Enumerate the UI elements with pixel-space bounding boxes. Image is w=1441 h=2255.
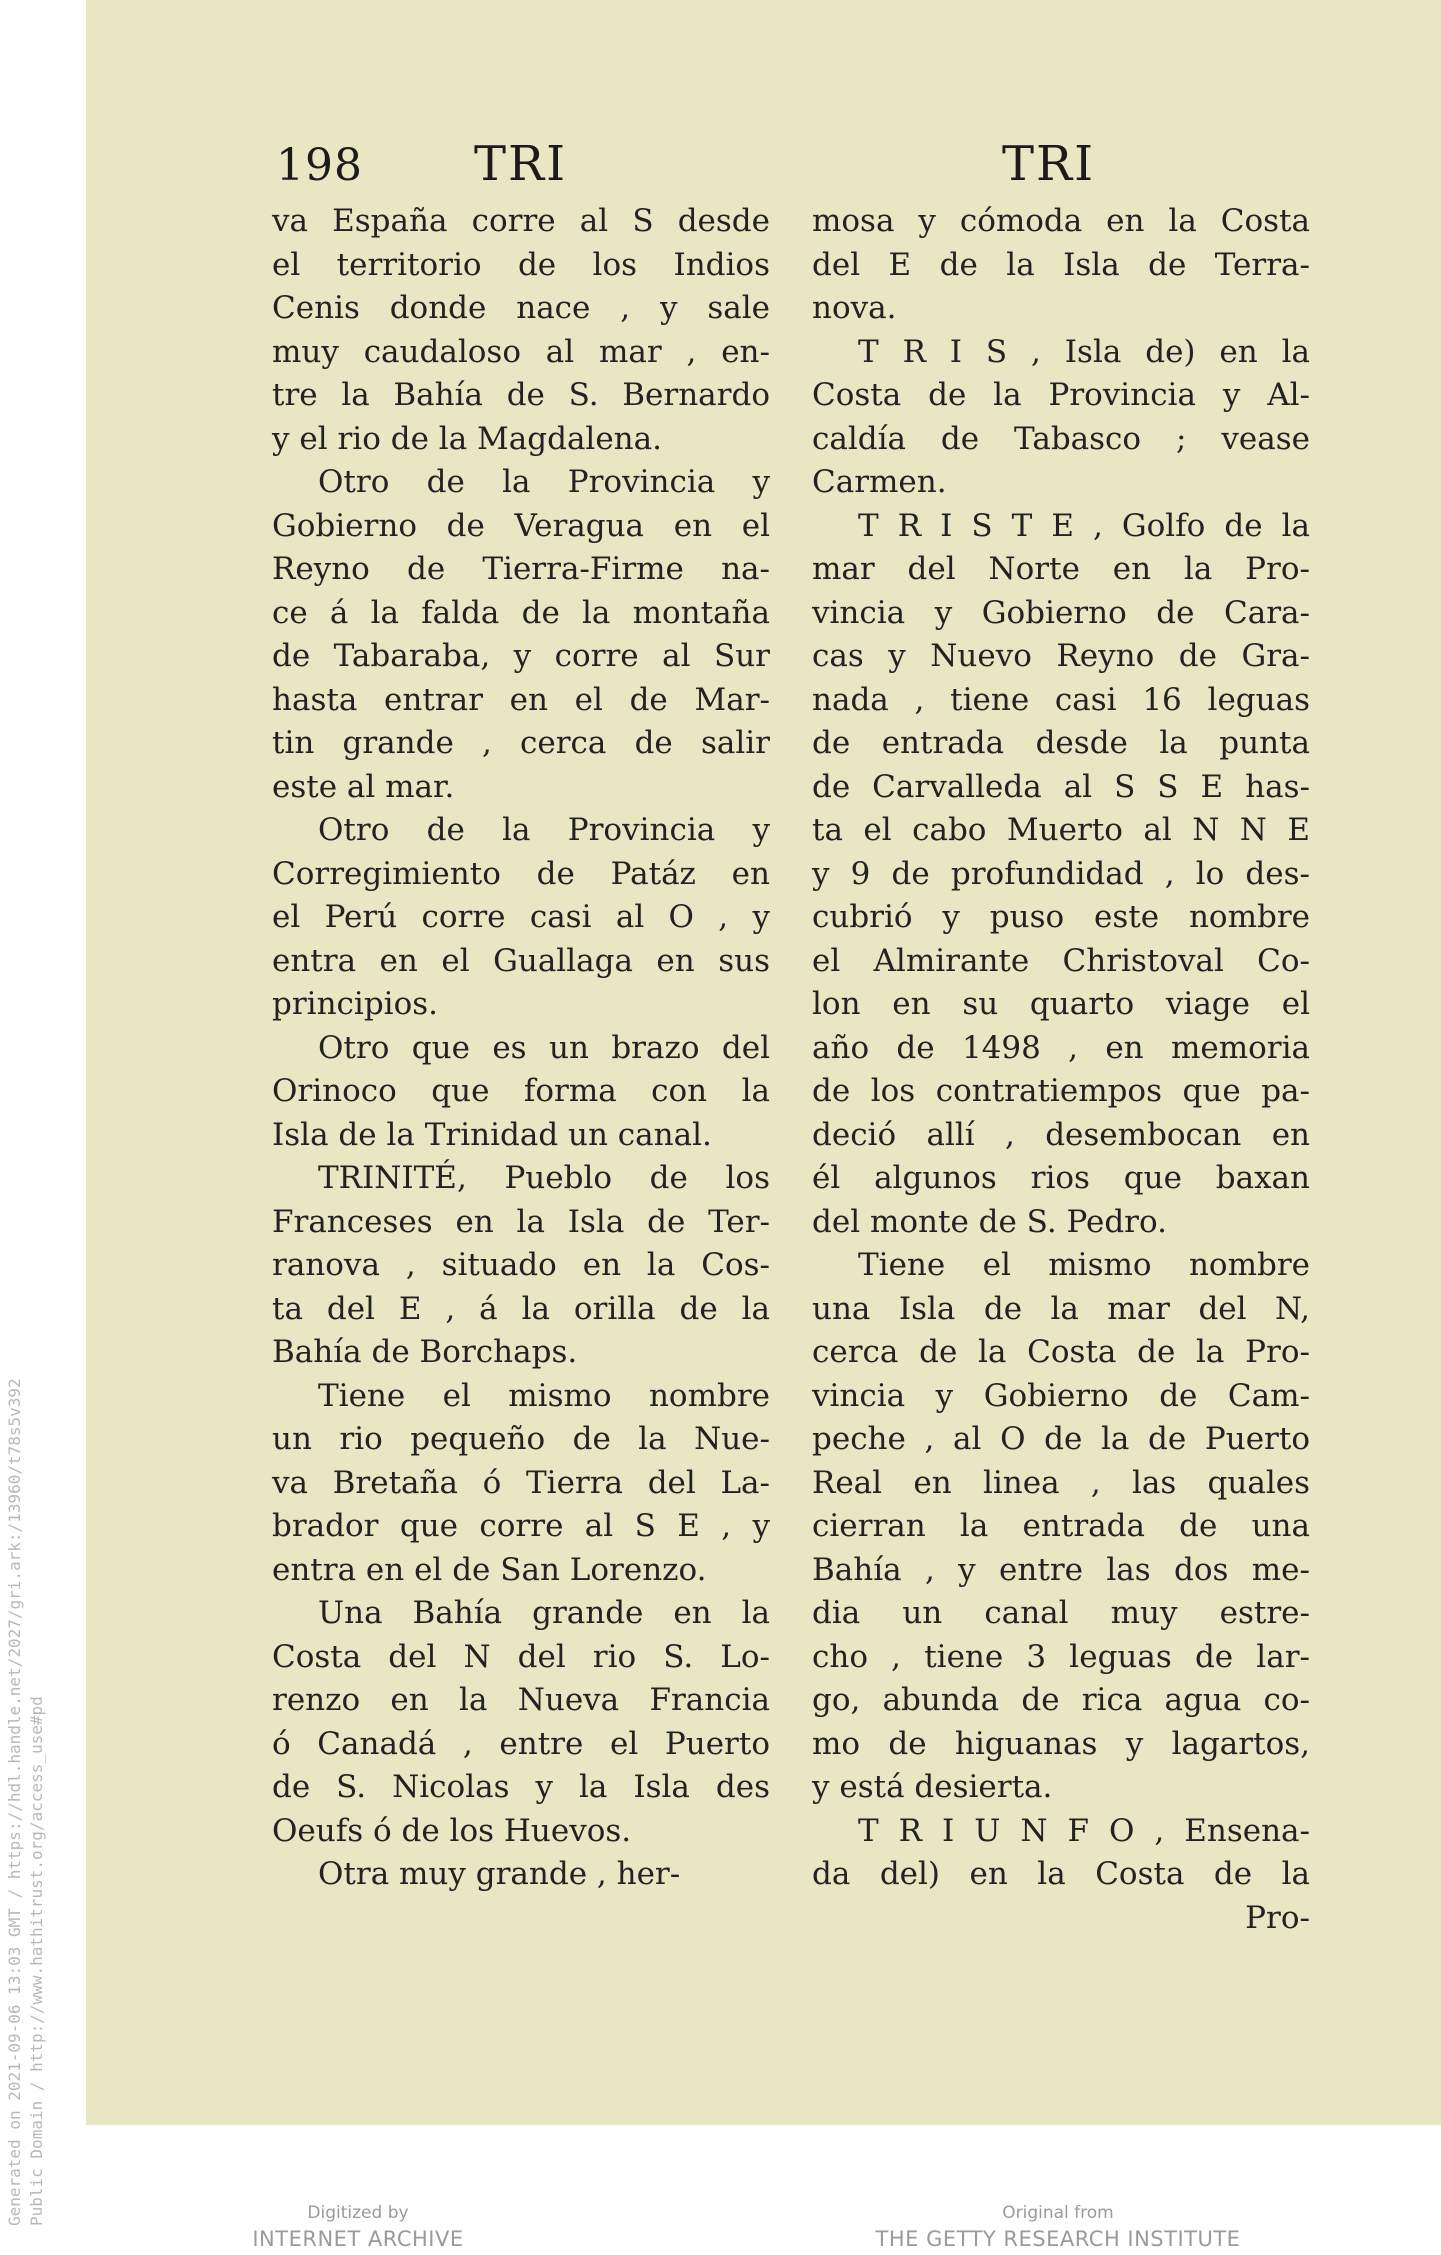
text-line: de entrada desde la punta [812,725,1310,761]
text-line: Carmen. [812,464,947,500]
text-line: Reyno de Tierra-Firme na- [272,551,770,587]
text-line: Otra muy grande , her- [318,1856,681,1892]
right-text-column [812,200,1310,1940]
text-line: tin grande , cerca de salir [272,725,770,761]
text-line: ranova , situado en la Cos- [272,1247,770,1283]
text-line: caldía de Tabasco ; vease [812,420,1310,457]
text-line: peche , al O de la de Puerto [812,1421,1310,1457]
text-line: cubrió y puso este nombre [812,899,1310,935]
text-line: entra en el de San Lorenzo. [272,1551,707,1588]
text-line: este al mar. [272,768,455,805]
text-line: principios. [272,986,439,1022]
text-line: mar del Norte en la Pro- [812,551,1310,587]
text-line: Tiene el mismo nombre [318,1377,770,1414]
text-line: ta el cabo Muerto al N N E [812,812,1310,848]
text-line: tre la Bahía de S. Bernardo [272,377,770,413]
text-line: cerca de la Costa de la Pro- [812,1334,1310,1370]
text-line: ta del E , á la orilla de la [272,1290,770,1327]
text-line: da del) en la Costa de la [812,1856,1310,1892]
text-line: Pro- [1245,1899,1310,1936]
internet-archive-label: INTERNET ARCHIVE [252,2227,464,2251]
watermark-line-1: Generated on 2021-09-06 13:03 GMT / https://hdl.handle.net/2027/gri.ark:/13960/t78s5v392 [5,1378,24,2226]
text-line: un rio pequeño de la Nue- [272,1421,770,1457]
text-line: muy caudaloso al mar , en- [272,333,770,370]
left-text-column [272,200,770,1897]
text-line: el Perú corre casi al O , y [272,899,770,935]
text-line: Tiene el mismo nombre [858,1247,1310,1283]
text-line: deció allí , desembocan en [812,1116,1310,1153]
text-line: T R I U N F O , Ensena- [858,1812,1310,1849]
text-line: entra en el Guallaga en sus [272,942,770,979]
text-line: de Carvalleda al S S E has- [812,768,1310,805]
text-line: Una Bahía grande en la [318,1595,770,1631]
text-line: el territorio de los Indios [272,246,770,283]
text-line: cho , tiene 3 leguas de lar- [812,1638,1310,1675]
text-line: va Bretaña ó Tierra del La- [272,1464,770,1501]
watermark-line-2: Public Domain / http://www.hathitrust.org/access_use#pd [27,1696,46,2226]
text-line: Otro de la Provincia y [318,464,770,500]
text-line: nova. [812,290,897,326]
text-line: Real en linea , las quales [812,1464,1310,1501]
text-line: del monte de S. Pedro. [812,1203,1167,1240]
text-line: nada , tiene casi 16 leguas [812,681,1310,718]
text-line: el Almirante Christoval Co- [812,942,1310,979]
text-line: brador que corre al S E , y [272,1508,770,1544]
text-line: Oeufs ó de los Huevos. [272,1812,632,1849]
getty-institute-label: THE GETTY RESEARCH INSTITUTE [875,2227,1241,2251]
text-line: de S. Nicolas y la Isla des [272,1769,770,1805]
text-line: renzo en la Nueva Francia [272,1682,770,1718]
text-line: lon en su quarto viage el [812,986,1310,1022]
running-head-left: TRI [474,136,568,192]
text-line: Otro de la Provincia y [318,812,770,848]
text-line: vincia y Gobierno de Cam- [812,1377,1310,1414]
text-line: Orinoco que forma con la [272,1073,770,1109]
text-line: cierran la entrada de una [812,1508,1310,1544]
text-line: Costa de la Provincia y Al- [812,377,1310,413]
running-head-right: TRI [1002,136,1096,192]
text-line: Franceses en la Isla de Ter- [272,1203,770,1240]
hathitrust-watermark [4,1378,48,2226]
text-line: va España corre al S desde [272,203,770,239]
text-line: cas y Nuevo Reyno de Gra- [812,638,1310,674]
text-line: ó Canadá , entre el Puerto [272,1725,770,1762]
text-line: año de 1498 , en memoria [812,1029,1310,1066]
text-line: mo de higuanas y lagartos, [812,1725,1310,1762]
text-line: del E de la Isla de Terra- [812,246,1310,283]
text-line: vincia y Gobierno de Cara- [812,594,1310,631]
text-line: Bahía , y entre las dos me- [812,1551,1310,1588]
text-line: mosa y cómoda en la Costa [812,203,1310,239]
text-line: de Tabaraba, y corre al Sur [272,638,770,674]
text-line: Corregimiento de Patáz en [272,855,770,892]
text-line: y está desierta. [812,1769,1053,1805]
original-from-label: Original from [1002,2203,1114,2223]
text-line: Cenis donde nace , y sale [272,290,770,326]
text-line: de los contratiempos que pa- [812,1073,1310,1109]
text-line: T R I S T E , Golfo de la [858,507,1310,544]
text-line: Isla de la Trinidad un canal. [272,1116,712,1153]
text-line: y el rio de la Magdalena. [272,420,662,457]
digitized-by-label: Digitized by [307,2203,409,2223]
text-line: go, abunda de rica agua co- [812,1682,1310,1718]
text-line: y 9 de profundidad , lo des- [812,855,1310,892]
text-line: una Isla de la mar del N, [812,1290,1310,1327]
text-line: Bahía de Borchaps. [272,1334,578,1370]
text-line: ce á la falda de la montaña [272,594,770,631]
original-from-credit [838,2202,1278,2254]
text-line: Costa del N del rio S. Lo- [272,1638,770,1675]
text-line: Otro que es un brazo del [318,1029,770,1066]
text-line: hasta entrar en el de Mar- [272,681,770,718]
text-line: dia un canal muy estre- [812,1595,1310,1631]
text-line: Gobierno de Veragua en el [272,507,770,544]
text-line: T R I S , Isla de) en la [858,333,1310,370]
text-line: TRINITÉ, Pueblo de los [318,1160,770,1196]
page-number: 198 [276,140,363,191]
digitized-by-credit [138,2202,578,2254]
text-line: él algunos rios que baxan [812,1160,1310,1196]
